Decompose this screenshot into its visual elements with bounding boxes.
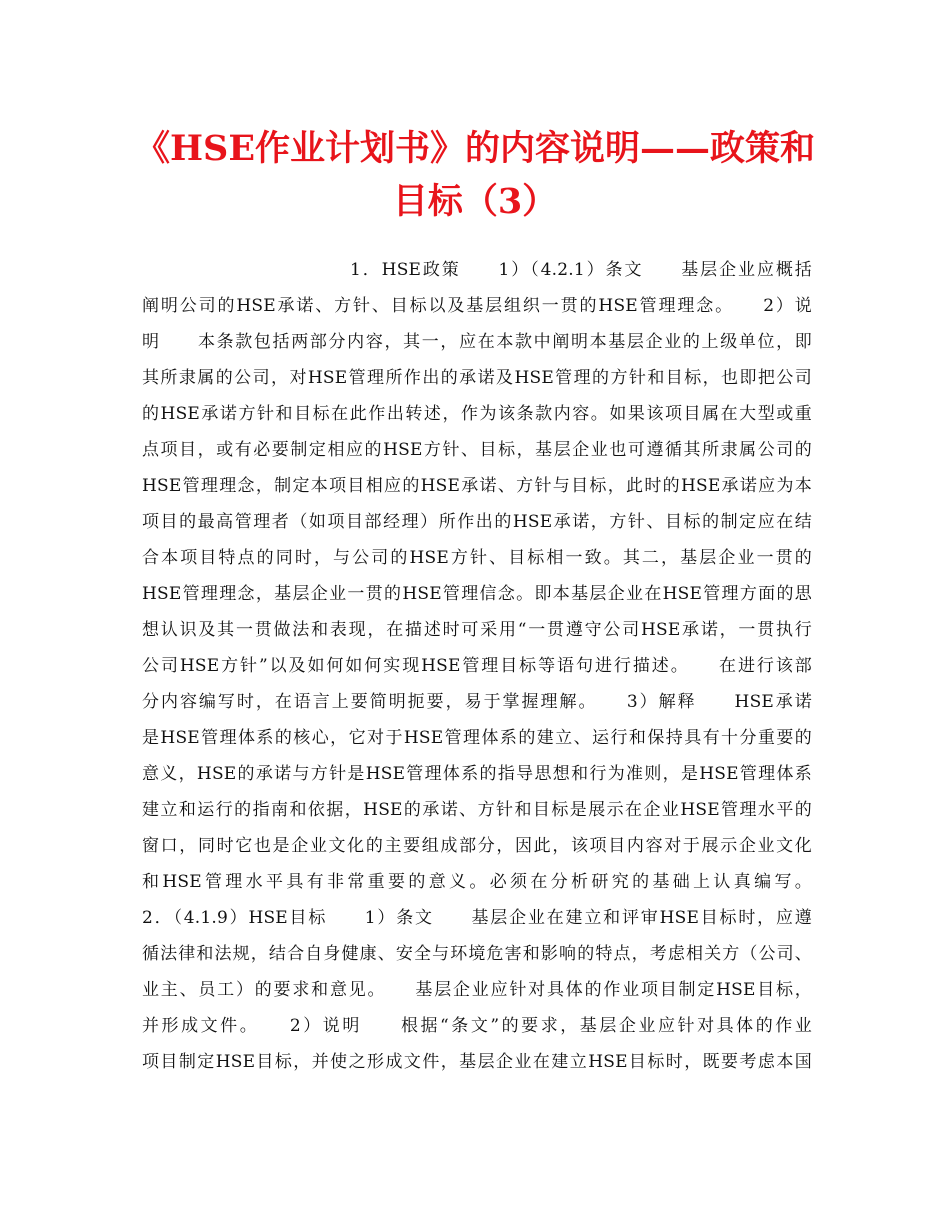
body-line-11: 想认识及其一贯做法和表现，在描述时可采用“一贯遵守公司HSE承诺，一贯执行 bbox=[142, 620, 812, 640]
body-line-1: 1．HSE政策 1）（4.2.1）条文 基层企业应概括 bbox=[350, 260, 812, 280]
document-title bbox=[120, 122, 830, 228]
body-line-4: 其所隶属的公司，对HSE管理所作出的承诺及HSE管理的方针和目标，也即把公司 bbox=[142, 368, 812, 388]
body-line-21: 业主、员工）的要求和意见。 基层企业应针对具体的作业项目制定HSE目标， bbox=[142, 980, 812, 1000]
body-line-17: 窗口，同时它也是企业文化的主要组成部分，因此，该项目内容对于展示企业文化 bbox=[142, 836, 812, 856]
body-line-18: 和HSE管理水平具有非常重要的意义。必须在分析研究的基础上认真编写。 bbox=[142, 872, 812, 892]
document-body bbox=[142, 252, 812, 1080]
body-line-8: 项目的最高管理者（如项目部经理）所作出的HSE承诺，方针、目标的制定应在结 bbox=[142, 512, 812, 532]
body-line-19: 2．（4.1.9）HSE目标 1）条文 基层企业在建立和评审HSE目标时，应遵 bbox=[142, 908, 812, 928]
body-line-5: 的HSE承诺方针和目标在此作出转述，作为该条款内容。如果该项目属在大型或重 bbox=[142, 404, 812, 424]
body-line-2: 阐明公司的HSE承诺、方针、目标以及基层组织一贯的HSE管理理念。 2）说 bbox=[142, 296, 812, 316]
body-line-6: 点项目，或有必要制定相应的HSE方针、目标，基层企业也可遵循其所隶属公司的 bbox=[142, 440, 812, 460]
body-line-15: 意义，HSE的承诺与方针是HSE管理体系的指导思想和行为准则，是HSE管理体系 bbox=[142, 764, 812, 784]
title-line-1: 《HSE作业计划书》的内容说明——政策和 bbox=[134, 128, 816, 169]
body-line-7: HSE管理理念，制定本项目相应的HSE承诺、方针与目标，此时的HSE承诺应为本 bbox=[142, 476, 812, 496]
body-line-12: 公司HSE方针”以及如何如何实现HSE管理目标等语句进行描述。 在进行该部 bbox=[142, 656, 812, 676]
body-line-23: 项目制定HSE目标，并使之形成文件，基层企业在建立HSE目标时，既要考虑本国 bbox=[142, 1052, 812, 1072]
body-line-16: 建立和运行的指南和依据，HSE的承诺、方针和目标是展示在企业HSE管理水平的 bbox=[142, 800, 812, 820]
body-line-10: HSE管理理念，基层企业一贯的HSE管理信念。即本基层企业在HSE管理方面的思 bbox=[142, 584, 812, 604]
body-line-9: 合本项目特点的同时，与公司的HSE方针、目标相一致。其二，基层企业一贯的 bbox=[142, 548, 812, 568]
body-line-13: 分内容编写时，在语言上要简明扼要，易于掌握理解。 3）解释 HSE承诺 bbox=[142, 692, 812, 712]
body-line-20: 循法律和法规，结合自身健康、安全与环境危害和影响的特点，考虑相关方（公司、 bbox=[142, 944, 812, 964]
body-line-3: 明 本条款包括两部分内容，其一，应在本款中阐明本基层企业的上级单位，即 bbox=[142, 332, 812, 352]
body-line-14: 是HSE管理体系的核心，它对于HSE管理体系的建立、运行和保持具有十分重要的 bbox=[142, 728, 812, 748]
body-line-22: 并形成文件。 2）说明 根据“条文”的要求，基层企业应针对具体的作业 bbox=[142, 1016, 812, 1036]
title-line-2: 目标（3） bbox=[392, 181, 558, 222]
